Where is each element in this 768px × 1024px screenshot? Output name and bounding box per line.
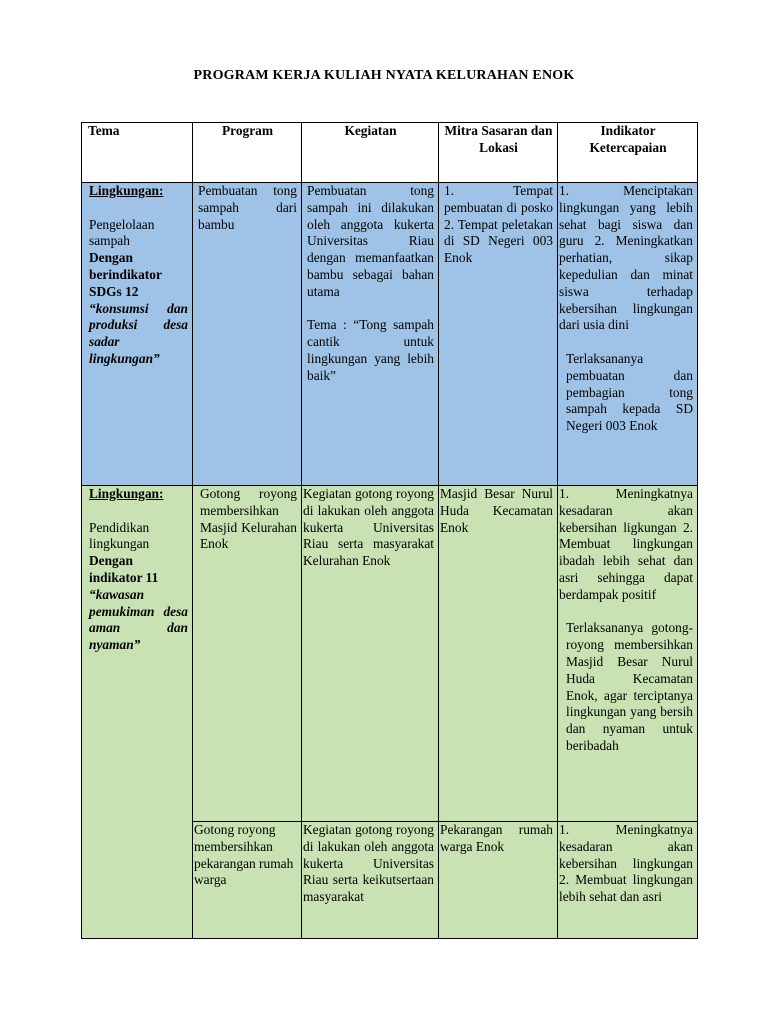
table-row [82,486,698,822]
mitra-text: 1. Tempat pembuatan di posko 2. Tempat peletakan di SD Negeri 003 Enok [444,183,553,266]
tema-bold: Dengan berindikator SDGs 12 [89,250,162,299]
mitra-text: Masjid Besar Nurul Huda Kecamatan Enok [440,486,553,535]
tema-cell [82,486,193,939]
program-cell [193,486,302,822]
mitra-cell [439,486,558,822]
tema-cell [82,183,193,486]
program-cell [193,183,302,486]
program-text: Gotong royong membersihkan pekarangan rumah warga [194,822,294,888]
indikator-cell [558,183,698,486]
indikator-text: 1. Meningkatnya kesadaran akan kebersihan ligkungan 2. Membuat lingkungan ibadah lebih sehat dan asri sehingga dapat berdampak positif [559,486,693,602]
tema-italic: “kawasan pemukiman desa aman dan nyaman” [89,586,188,653]
mitra-cell [439,183,558,486]
header-program: Program [193,123,302,183]
kegiatan-cell [302,486,439,822]
program-text: Gotong royong membersihkan Masjid Kelurahan Enok [200,486,297,552]
program-text: Pembuatan tong sampah dari bambu [198,183,297,232]
kegiatan-cell [302,183,439,486]
mitra-cell [439,822,558,939]
tema-bold: Dengan indikator 11 [89,553,159,585]
indikator-text: 1. Menciptakan lingkungan yang lebih sehat bagi siswa dan guru 2. Meningkatkan perhatian, sikap kepedulian dan minat siswa terhadap kebersihan lingkungan dari usia dini [559,183,693,333]
tema-heading: Lingkungan: [89,486,164,501]
table-row [82,183,698,486]
table-header-row [82,123,698,183]
tema-sub: Pengelolaan sampah [89,216,155,249]
tema-heading: Lingkungan: [89,183,164,198]
kegiatan-tema: Tema : “Tong sampah cantik untuk lingkungan yang lebih baik” [307,317,434,383]
program-cell [193,822,302,939]
indikator-text: 1. Meningkatnya kesadaran akan kebersihan lingkungan 2. Membuat lingkungan lebih sehat dan asri [559,822,693,905]
program-table [81,122,698,939]
header-indikator: Indikator Ketercapaian [558,123,698,183]
header-tema: Tema [82,123,193,183]
header-kegiatan: Kegiatan [302,123,439,183]
indikator-hasil: Terlaksananya pembuatan dan pembagian tong sampah kepada SD Negeri 003 Enok [566,350,693,434]
tema-italic: “konsumsi dan produksi desa sadar lingkungan” [89,300,188,366]
page-title: PROGRAM KERJA KULIAH NYATA KELURAHAN ENOK [193,68,575,83]
indikator-cell [558,486,698,822]
kegiatan-cell [302,822,439,939]
indikator-hasil: Terlaksananya gotong-royong membersihkan Masjid Besar Nurul Huda Kecamatan Enok, agar terciptanya lingkungan yang bersih dan nyaman untuk beribadah [566,620,693,753]
kegiatan-text: Kegiatan gotong royong di lakukan oleh anggota kukerta Universitas Riau serta masyarakat Kelurahan Enok [303,486,434,569]
mitra-text: Pekarangan rumah warga Enok [440,822,553,854]
indikator-cell [558,822,698,939]
header-mitra: Mitra Sasaran dan Lokasi [439,123,558,183]
kegiatan-text: Pembuatan tong sampah ini dilakukan oleh anggota kukerta Universitas Riau dengan memanfaatkan bambu sebagai bahan utama [307,183,434,299]
tema-sub: Pendidikan lingkungan [89,519,150,552]
kegiatan-text: Kegiatan gotong royong di lakukan oleh anggota kukerta Universitas Riau serta keikutsertaan masyarakat [303,822,434,905]
